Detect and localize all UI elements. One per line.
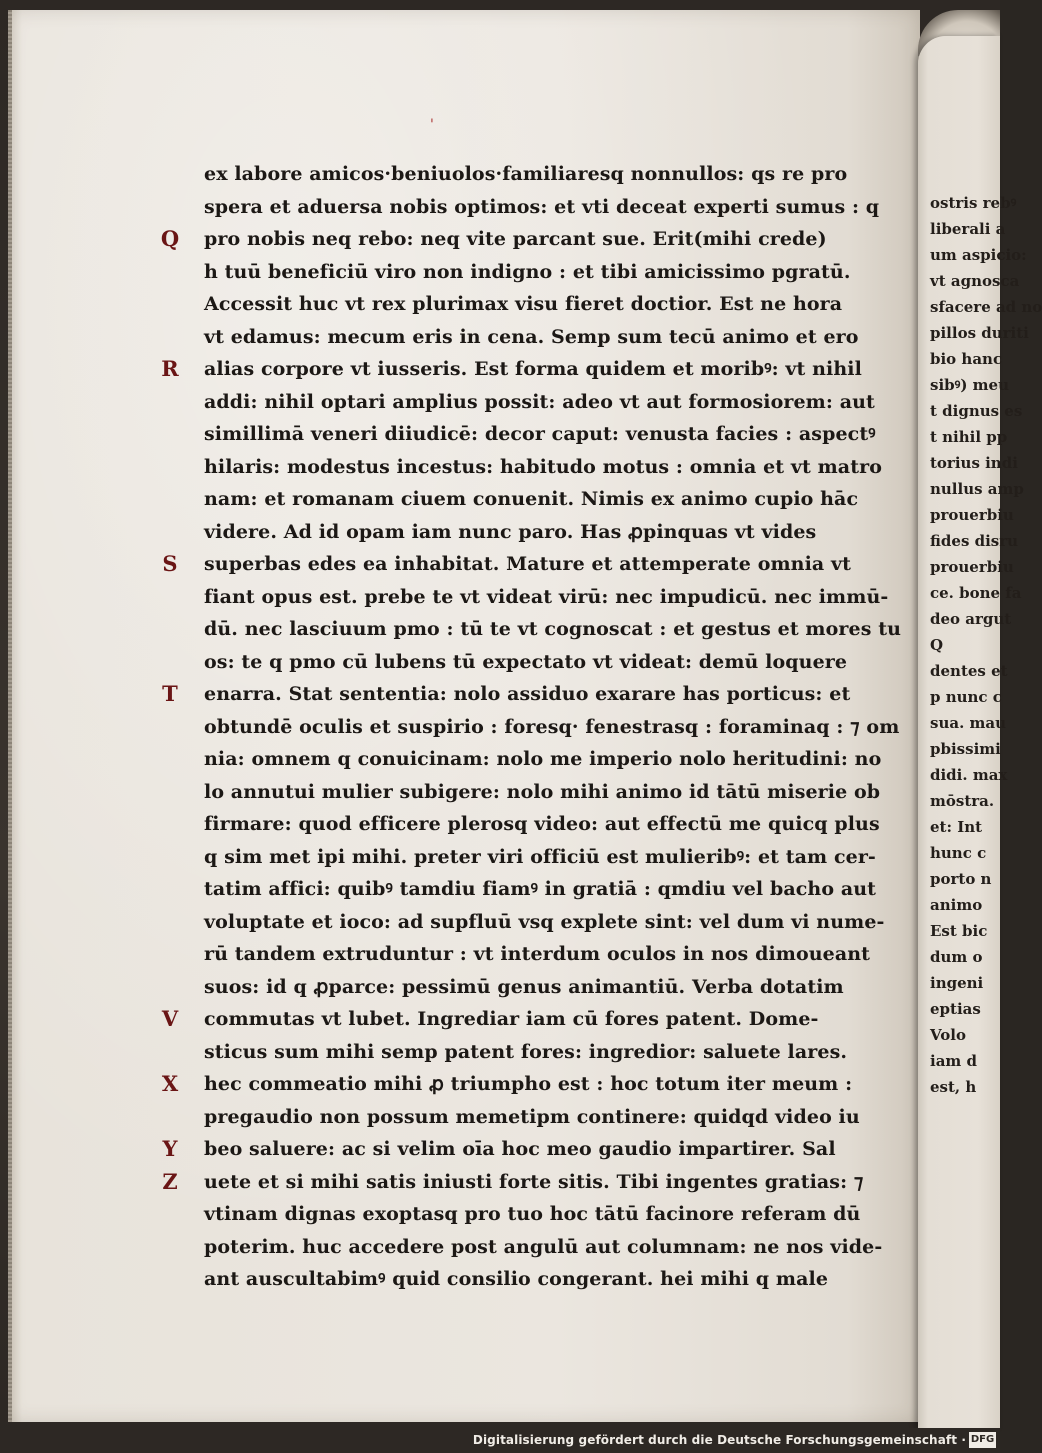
- text-line: dū. nec lasciuum pmo : tū te vt cognoscat : et gestus et mores tu: [204, 618, 902, 640]
- next-page-line: sua. mau: [930, 714, 1007, 732]
- text-line: beo saluere: ac si velim oīa hoc meo gaudio impartirer. Sal: [204, 1138, 836, 1160]
- guide-letter: Q: [160, 226, 180, 251]
- text-line: pregaudio non possum memetipm continere: quidqd video iu: [204, 1105, 860, 1128]
- text-line: videre. Ad id opam iam nunc paro. Has ꝓpinquas vt vides: [204, 520, 817, 543]
- next-page-line: um aspicio:: [930, 246, 1027, 264]
- text-line: superbas edes ea inhabitat. Mature et attemperate omnia vt: [204, 553, 852, 575]
- text-line: os: te q pmo cū lubens tū expectato vt videat: demū loquere: [204, 650, 848, 673]
- next-page-line: deo argut: [930, 610, 1012, 628]
- next-page-line: nullus amp: [930, 480, 1024, 498]
- guide-letter: V: [161, 1006, 179, 1031]
- top-mark: ': [430, 117, 434, 133]
- guide-letter: T: [162, 681, 178, 706]
- footer-credit: Digitalisierung gefördert durch die Deutsche Forschungsgemeinschaft ·: [472, 1433, 966, 1447]
- text-line: nam: et romanam ciuem conuenit. Nimis ex animo cupio hāc: [204, 488, 859, 510]
- text-line: vt edamus: mecum eris in cena. Semp sum tecū animo et ero: [204, 325, 859, 348]
- next-page-line: pbissimi: [930, 740, 1001, 758]
- text-line: fiant opus est. prebe te vt videat virū: nec impudicū. nec immū-: [204, 585, 889, 608]
- guide-letter: X: [161, 1071, 179, 1096]
- next-page-line: Q: [930, 636, 944, 654]
- next-page-line: Est bic: [930, 922, 988, 940]
- text-line: vtinam dignas exoptasq pro tuo hoc tātū facinore referam dū: [204, 1203, 861, 1225]
- next-page-line: eptias: [930, 1000, 981, 1018]
- next-page-line: liberali a: [930, 220, 1006, 238]
- next-page-line: hunc c: [930, 844, 987, 862]
- next-page-line: didi. max: [930, 766, 1008, 784]
- text-line: uete et si mihi satis iniusti forte sitis. Tibi ingentes gratias: ⁊: [204, 1170, 864, 1193]
- guide-letter: R: [161, 356, 179, 381]
- text-line: hilaris: modestus incestus: habitudo motus : omnia et vt matro: [204, 455, 882, 478]
- next-page-line: est, h: [930, 1078, 977, 1096]
- footer-bar: [0, 1428, 1000, 1453]
- next-page-line: t dignus es: [930, 402, 1023, 420]
- text-block: [204, 158, 916, 1296]
- text-line: firmare: quod efficere plerosq video: aut effectū me quicq plus: [204, 813, 880, 835]
- text-line: ant auscultabimꝰ quid consilio congerant. hei mihi q male: [204, 1268, 829, 1290]
- text-line: rū tandem extruduntur : vt interdum oculos in nos dimoueant: [204, 943, 871, 965]
- text-line: voluptate et ioco: ad supfluū vsq explete sint: vel dum vi nume-: [204, 910, 885, 933]
- next-page-line: mōstra.: [930, 792, 995, 810]
- next-page-line: sibꝰ) meu: [930, 376, 1010, 394]
- text-line: q sim met ipi mihi. preter viri officiū est mulieribꝰ: et tam cer-: [204, 845, 876, 868]
- next-page-line: iam d: [930, 1052, 977, 1070]
- next-page-line: torius indi: [930, 454, 1018, 472]
- next-page-line: ostris rebꝰ: [930, 194, 1017, 212]
- text-line: h tuū beneficiū viro non indigno : et tibi amicissimo pgratū.: [204, 260, 851, 283]
- next-page-line: bio hanc: [930, 350, 1003, 368]
- text-line: simillimā veneri diiudicē: decor caput: venusta facies : aspectꝰ: [204, 423, 876, 445]
- next-page-line: sfacere ad no: [930, 298, 1042, 316]
- next-page-line: pillos duriti: [930, 324, 1029, 342]
- next-page-text: [930, 190, 1042, 1100]
- page-edge: [8, 10, 12, 1422]
- next-page-line: p nunc c: [930, 688, 1002, 706]
- next-page-line: dum o: [930, 948, 983, 966]
- text-line: sticus sum mihi semp patent fores: ingredior: saluete lares.: [204, 1040, 848, 1063]
- next-page-line: animo: [930, 896, 983, 914]
- dfg-logo: DFG: [969, 1432, 996, 1448]
- guide-letter: Z: [162, 1168, 178, 1194]
- guide-letter: S: [162, 551, 178, 576]
- text-line: Accessit huc vt rex plurimax visu fieret doctior. Est ne hora: [204, 293, 843, 315]
- text-line: lo annutui mulier subigere: nolo mihi animo id tātū miserie ob: [204, 780, 881, 803]
- next-page-line: t nihil pp: [930, 428, 1008, 446]
- next-page-edge: [918, 36, 1042, 1428]
- guide-letter: Y: [162, 1136, 178, 1161]
- next-page-line: prouerbiu: [930, 558, 1014, 576]
- text-line: hec commeatio mihi ꝓ triumpho est : hoc totum iter meum :: [204, 1073, 853, 1095]
- next-page-line: prouerbiu: [930, 506, 1014, 524]
- text-line: spera et aduersa nobis optimos: et vti deceat experti sumus : q: [204, 195, 880, 218]
- text-line: nia: omnem q conuicinam: nolo me imperio nolo heritudini: no: [204, 748, 882, 770]
- next-page-line: et: Int: [930, 818, 983, 836]
- text-line: pro nobis neq rebo: neq vite parcant sue. Erit(mihi crede): [204, 228, 827, 250]
- text-line: obtundē oculis et suspirio : foresq· fenestrasq : foraminaq : ⁊ om: [204, 715, 900, 738]
- next-page-line: vt agnosca: [930, 272, 1020, 290]
- text-line: commutas vt lubet. Ingrediar iam cū fores patent. Dome-: [204, 1008, 819, 1030]
- text-line: poterim. huc accedere post angulū aut columnam: ne nos vide-: [204, 1235, 883, 1258]
- next-page-line: dentes et: [930, 662, 1008, 680]
- text-line: alias corpore vt iusseris. Est forma quidem et moribꝰ: vt nihil: [204, 358, 862, 380]
- next-page-line: Volo: [930, 1026, 966, 1044]
- text-line: enarra. Stat sententia: nolo assiduo exarare has porticus: et: [204, 683, 851, 705]
- text-line: suos: id q ꝓparce: pessimū genus animantiū. Verba dotatim: [204, 975, 844, 998]
- next-page-line: ce. bone fa: [930, 584, 1022, 602]
- next-page-line: fides disru: [930, 532, 1019, 550]
- text-line: addi: nihil optari amplius possit: adeo vt aut formosiorem: aut: [204, 390, 875, 413]
- text-line: ex labore amicos·beniuolos·familiaresq nonnullos: qs re pro: [204, 163, 848, 185]
- next-page-line: ingeni: [930, 974, 984, 992]
- text-line: tatim affici: quibꝰ tamdiu fiamꝰ in gratiā : qmdiu vel bacho aut: [204, 878, 877, 900]
- next-page-line: porto n: [930, 870, 992, 888]
